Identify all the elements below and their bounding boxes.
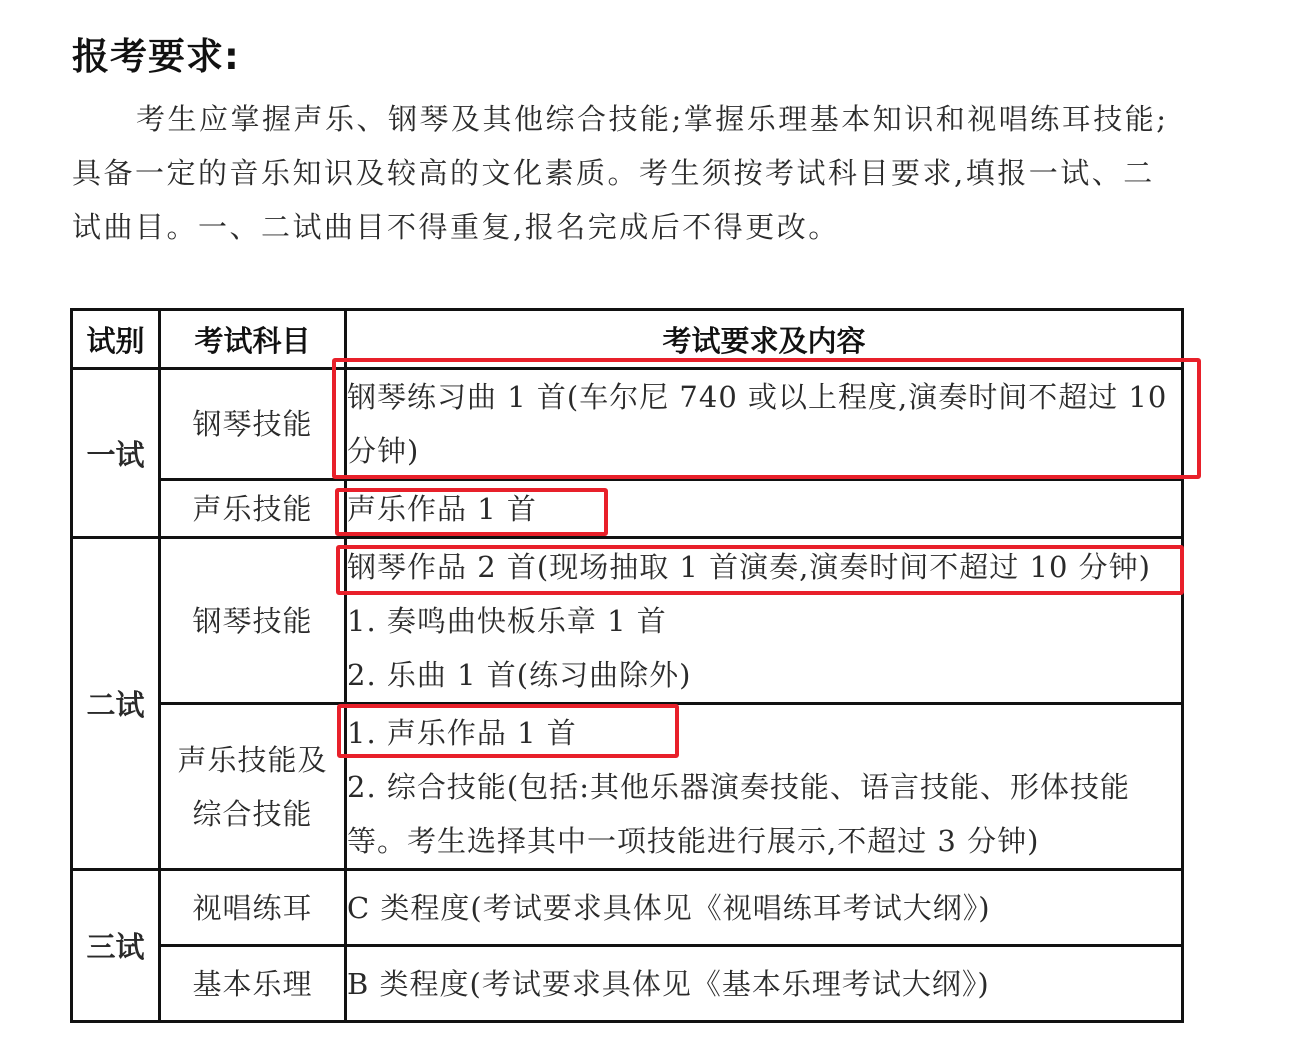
table-header-row bbox=[72, 310, 1183, 369]
table-row bbox=[72, 538, 1183, 704]
round2-piano-subject: 钢琴技能 bbox=[160, 538, 346, 704]
header-round: 试别 bbox=[72, 310, 160, 369]
intro-paragraph: 考生应掌握声乐、钢琴及其他综合技能;掌握乐理基本知识和视唱练耳技能;具备一定的音乐知识及较高的文化素质。考生须按考试科目要求,填报一试、二试曲目。一、二试曲目不得重复,报名完成后不得更改。 bbox=[72, 102, 1169, 244]
round1-piano-content bbox=[346, 369, 1183, 480]
table-row bbox=[72, 870, 1183, 946]
round2-vocal-subject-line-1: 声乐技能及 bbox=[177, 742, 328, 777]
round2-label: 二试 bbox=[72, 538, 160, 870]
table-row bbox=[72, 704, 1183, 870]
round3-label: 三试 bbox=[72, 870, 160, 1022]
round3-theory-subject: 基本乐理 bbox=[160, 946, 346, 1022]
round2-piano-line-3: 2. 乐曲 1 首(练习曲除外) bbox=[347, 657, 692, 692]
round2-vocal-line-1: 1. 声乐作品 1 首 bbox=[347, 715, 577, 750]
table-row bbox=[72, 369, 1183, 480]
round1-vocal-content bbox=[346, 480, 1183, 538]
table-row bbox=[72, 946, 1183, 1022]
round3-theory-content bbox=[346, 946, 1183, 1022]
round1-piano-subject: 钢琴技能 bbox=[160, 369, 346, 480]
round2-piano-line-2: 1. 奏鸣曲快板乐章 1 首 bbox=[347, 603, 667, 638]
exam-requirements-table bbox=[70, 308, 1184, 1023]
round3-ear-content bbox=[346, 870, 1183, 946]
page-title: 报考要求: bbox=[72, 35, 240, 78]
round3-ear-text: C 类程度(考试要求具体见《视唱练耳考试大纲》) bbox=[347, 890, 991, 925]
round2-piano-line-1: 钢琴作品 2 首(现场抽取 1 首演奏,演奏时间不超过 10 分钟) bbox=[347, 549, 1151, 584]
round2-vocal-subject-line-2: 综合技能 bbox=[192, 796, 313, 831]
round2-vocal-subject bbox=[160, 704, 346, 870]
header-content: 考试要求及内容 bbox=[346, 310, 1183, 369]
round1-vocal-subject: 声乐技能 bbox=[160, 480, 346, 538]
table-row bbox=[72, 480, 1183, 538]
round1-label: 一试 bbox=[72, 369, 160, 538]
round2-vocal-line-2: 2. 综合技能(包括:其他乐器演奏技能、语言技能、形体技能等。考生选择其中一项技能进行展示,不超过 3 分钟) bbox=[347, 769, 1130, 858]
round3-theory-text: B 类程度(考试要求具体见《基本乐理考试大纲》) bbox=[347, 966, 990, 1001]
header-subject: 考试科目 bbox=[160, 310, 346, 369]
round3-ear-subject: 视唱练耳 bbox=[160, 870, 346, 946]
round2-vocal-content bbox=[346, 704, 1183, 870]
round1-vocal-text: 声乐作品 1 首 bbox=[347, 491, 537, 526]
round1-piano-text: 钢琴练习曲 1 首(车尔尼 740 或以上程度,演奏时间不超过 10 分钟) bbox=[347, 380, 1168, 468]
round2-piano-content bbox=[346, 538, 1183, 704]
